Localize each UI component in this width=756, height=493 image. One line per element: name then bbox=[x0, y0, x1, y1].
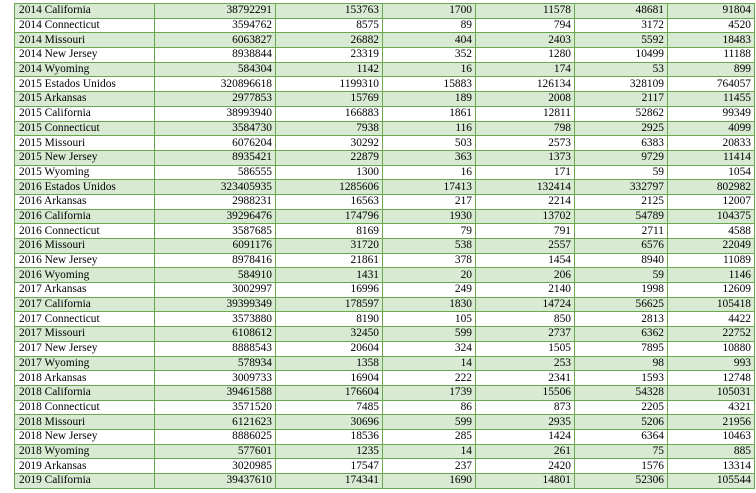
value-cell-col5: 1998 bbox=[575, 283, 668, 298]
value-cell-col4: 791 bbox=[476, 224, 575, 239]
value-cell-col3: 79 bbox=[383, 224, 476, 239]
value-cell-col1: 8938844 bbox=[155, 48, 276, 63]
value-cell-col6: 764057 bbox=[668, 77, 755, 92]
value-cell-col6: 11414 bbox=[668, 150, 755, 165]
value-cell-col4: 14724 bbox=[476, 297, 575, 312]
value-cell-col2: 26882 bbox=[276, 33, 383, 48]
table-row bbox=[15, 474, 755, 489]
value-cell-col2: 1431 bbox=[276, 268, 383, 283]
value-cell-col5: 5592 bbox=[575, 33, 668, 48]
value-cell-col6: 12609 bbox=[668, 283, 755, 298]
value-cell-col2: 22879 bbox=[276, 150, 383, 165]
value-cell-col6: 993 bbox=[668, 356, 755, 371]
value-cell-col4: 14801 bbox=[476, 474, 575, 489]
value-cell-col6: 899 bbox=[668, 62, 755, 77]
value-cell-col1: 6108612 bbox=[155, 327, 276, 342]
row-label-cell: 2018 California bbox=[15, 385, 155, 400]
value-cell-col2: 174796 bbox=[276, 209, 383, 224]
value-cell-col3: 86 bbox=[383, 400, 476, 415]
value-cell-col2: 8575 bbox=[276, 18, 383, 33]
value-cell-col6: 10463 bbox=[668, 429, 755, 444]
value-cell-col2: 166883 bbox=[276, 106, 383, 121]
value-cell-col2: 16904 bbox=[276, 371, 383, 386]
value-cell-col2: 1142 bbox=[276, 62, 383, 77]
value-cell-col1: 584910 bbox=[155, 268, 276, 283]
value-cell-col2: 174341 bbox=[276, 474, 383, 489]
value-cell-col3: 1690 bbox=[383, 474, 476, 489]
value-cell-col6: 12007 bbox=[668, 194, 755, 209]
value-cell-col5: 6576 bbox=[575, 239, 668, 254]
value-cell-col5: 2205 bbox=[575, 400, 668, 415]
row-label-cell: 2018 Arkansas bbox=[15, 371, 155, 386]
value-cell-col6: 104375 bbox=[668, 209, 755, 224]
value-cell-col4: 2557 bbox=[476, 239, 575, 254]
value-cell-col3: 599 bbox=[383, 327, 476, 342]
table-row bbox=[15, 4, 755, 19]
value-cell-col2: 1199310 bbox=[276, 77, 383, 92]
row-label-cell: 2017 New Jersey bbox=[15, 341, 155, 356]
value-cell-col5: 54789 bbox=[575, 209, 668, 224]
table-row bbox=[15, 77, 755, 92]
value-cell-col5: 332797 bbox=[575, 180, 668, 195]
value-cell-col3: 89 bbox=[383, 18, 476, 33]
row-label-cell: 2019 California bbox=[15, 474, 155, 489]
value-cell-col2: 20604 bbox=[276, 341, 383, 356]
value-cell-col3: 222 bbox=[383, 371, 476, 386]
value-cell-col4: 261 bbox=[476, 444, 575, 459]
value-cell-col4: 2341 bbox=[476, 371, 575, 386]
value-cell-col3: 16 bbox=[383, 165, 476, 180]
value-cell-col4: 13702 bbox=[476, 209, 575, 224]
value-cell-col6: 4520 bbox=[668, 18, 755, 33]
value-cell-col4: 206 bbox=[476, 268, 575, 283]
table-row bbox=[15, 459, 755, 474]
value-cell-col1: 8978416 bbox=[155, 253, 276, 268]
value-cell-col6: 105544 bbox=[668, 474, 755, 489]
value-cell-col5: 5206 bbox=[575, 415, 668, 430]
value-cell-col4: 794 bbox=[476, 18, 575, 33]
value-cell-col2: 8169 bbox=[276, 224, 383, 239]
value-cell-col6: 18483 bbox=[668, 33, 755, 48]
row-label-cell: 2018 New Jersey bbox=[15, 429, 155, 444]
value-cell-col1: 8886025 bbox=[155, 429, 276, 444]
value-cell-col4: 11578 bbox=[476, 4, 575, 19]
value-cell-col3: 16 bbox=[383, 62, 476, 77]
value-cell-col2: 30696 bbox=[276, 415, 383, 430]
value-cell-col5: 52862 bbox=[575, 106, 668, 121]
value-cell-col1: 578934 bbox=[155, 356, 276, 371]
table-row bbox=[15, 194, 755, 209]
value-cell-col6: 99349 bbox=[668, 106, 755, 121]
value-cell-col5: 2117 bbox=[575, 92, 668, 107]
value-cell-col1: 3594762 bbox=[155, 18, 276, 33]
value-cell-col4: 850 bbox=[476, 312, 575, 327]
value-cell-col5: 48681 bbox=[575, 4, 668, 19]
value-cell-col6: 1146 bbox=[668, 268, 755, 283]
value-cell-col1: 39461588 bbox=[155, 385, 276, 400]
value-cell-col2: 16563 bbox=[276, 194, 383, 209]
value-cell-col2: 8190 bbox=[276, 312, 383, 327]
value-cell-col6: 10880 bbox=[668, 341, 755, 356]
row-label-cell: 2014 Missouri bbox=[15, 33, 155, 48]
table-row bbox=[15, 106, 755, 121]
value-cell-col1: 3573880 bbox=[155, 312, 276, 327]
table-row bbox=[15, 385, 755, 400]
value-cell-col3: 105 bbox=[383, 312, 476, 327]
value-cell-col3: 14 bbox=[383, 444, 476, 459]
value-cell-col6: 22049 bbox=[668, 239, 755, 254]
value-cell-col2: 23319 bbox=[276, 48, 383, 63]
value-cell-col6: 20833 bbox=[668, 136, 755, 151]
value-cell-col6: 4321 bbox=[668, 400, 755, 415]
row-label-cell: 2016 Estados Unidos bbox=[15, 180, 155, 195]
value-cell-col4: 174 bbox=[476, 62, 575, 77]
row-label-cell: 2014 New Jersey bbox=[15, 48, 155, 63]
table-row bbox=[15, 48, 755, 63]
value-cell-col6: 11188 bbox=[668, 48, 755, 63]
row-label-cell: 2016 Wyoming bbox=[15, 268, 155, 283]
value-cell-col3: 1861 bbox=[383, 106, 476, 121]
value-cell-col3: 503 bbox=[383, 136, 476, 151]
value-cell-col6: 21956 bbox=[668, 415, 755, 430]
value-cell-col4: 2573 bbox=[476, 136, 575, 151]
value-cell-col1: 3587685 bbox=[155, 224, 276, 239]
table-row bbox=[15, 297, 755, 312]
value-cell-col4: 12811 bbox=[476, 106, 575, 121]
table-body bbox=[15, 4, 755, 489]
value-cell-col3: 237 bbox=[383, 459, 476, 474]
value-cell-col6: 11089 bbox=[668, 253, 755, 268]
row-label-cell: 2017 Arkansas bbox=[15, 283, 155, 298]
value-cell-col2: 1235 bbox=[276, 444, 383, 459]
value-cell-col6: 22752 bbox=[668, 327, 755, 342]
value-cell-col2: 1285606 bbox=[276, 180, 383, 195]
value-cell-col3: 1700 bbox=[383, 4, 476, 19]
table-row bbox=[15, 283, 755, 298]
value-cell-col5: 2711 bbox=[575, 224, 668, 239]
value-cell-col3: 1739 bbox=[383, 385, 476, 400]
value-cell-col1: 2977853 bbox=[155, 92, 276, 107]
value-cell-col1: 8888543 bbox=[155, 341, 276, 356]
table-row bbox=[15, 444, 755, 459]
value-cell-col1: 38792291 bbox=[155, 4, 276, 19]
value-cell-col2: 153763 bbox=[276, 4, 383, 19]
value-cell-col1: 39399349 bbox=[155, 297, 276, 312]
value-cell-col1: 6091176 bbox=[155, 239, 276, 254]
table-row bbox=[15, 341, 755, 356]
row-label-cell: 2015 Wyoming bbox=[15, 165, 155, 180]
row-label-cell: 2015 California bbox=[15, 106, 155, 121]
value-cell-col3: 363 bbox=[383, 150, 476, 165]
row-label-cell: 2017 Connecticut bbox=[15, 312, 155, 327]
value-cell-col4: 2737 bbox=[476, 327, 575, 342]
value-cell-col6: 1054 bbox=[668, 165, 755, 180]
value-cell-col5: 52306 bbox=[575, 474, 668, 489]
value-cell-col5: 3172 bbox=[575, 18, 668, 33]
table-row bbox=[15, 253, 755, 268]
row-label-cell: 2018 Wyoming bbox=[15, 444, 155, 459]
table-row bbox=[15, 18, 755, 33]
table-row bbox=[15, 356, 755, 371]
value-cell-col6: 105031 bbox=[668, 385, 755, 400]
value-cell-col3: 189 bbox=[383, 92, 476, 107]
data-table-container bbox=[14, 3, 754, 489]
row-label-cell: 2014 California bbox=[15, 4, 155, 19]
value-cell-col2: 30292 bbox=[276, 136, 383, 151]
value-cell-col1: 8935421 bbox=[155, 150, 276, 165]
value-cell-col5: 98 bbox=[575, 356, 668, 371]
value-cell-col4: 2935 bbox=[476, 415, 575, 430]
value-cell-col6: 105418 bbox=[668, 297, 755, 312]
value-cell-col5: 2925 bbox=[575, 121, 668, 136]
value-cell-col3: 352 bbox=[383, 48, 476, 63]
value-cell-col2: 18536 bbox=[276, 429, 383, 444]
value-cell-col3: 17413 bbox=[383, 180, 476, 195]
value-cell-col5: 2813 bbox=[575, 312, 668, 327]
row-label-cell: 2017 Missouri bbox=[15, 327, 155, 342]
value-cell-col2: 176604 bbox=[276, 385, 383, 400]
value-cell-col1: 577601 bbox=[155, 444, 276, 459]
value-cell-col1: 6063827 bbox=[155, 33, 276, 48]
value-cell-col4: 1454 bbox=[476, 253, 575, 268]
value-cell-col4: 1505 bbox=[476, 341, 575, 356]
row-label-cell: 2014 Wyoming bbox=[15, 62, 155, 77]
value-cell-col6: 4099 bbox=[668, 121, 755, 136]
table-row bbox=[15, 268, 755, 283]
row-label-cell: 2015 Connecticut bbox=[15, 121, 155, 136]
value-cell-col5: 10499 bbox=[575, 48, 668, 63]
value-cell-col5: 6364 bbox=[575, 429, 668, 444]
value-cell-col6: 13314 bbox=[668, 459, 755, 474]
row-label-cell: 2015 Missouri bbox=[15, 136, 155, 151]
value-cell-col1: 3584730 bbox=[155, 121, 276, 136]
value-cell-col6: 91804 bbox=[668, 4, 755, 19]
table-row bbox=[15, 371, 755, 386]
table-row bbox=[15, 180, 755, 195]
value-cell-col3: 378 bbox=[383, 253, 476, 268]
value-cell-col3: 116 bbox=[383, 121, 476, 136]
value-cell-col1: 38993940 bbox=[155, 106, 276, 121]
value-cell-col4: 15506 bbox=[476, 385, 575, 400]
table-row bbox=[15, 92, 755, 107]
value-cell-col6: 885 bbox=[668, 444, 755, 459]
value-cell-col1: 3020985 bbox=[155, 459, 276, 474]
value-cell-col4: 132414 bbox=[476, 180, 575, 195]
value-cell-col2: 178597 bbox=[276, 297, 383, 312]
value-cell-col2: 7938 bbox=[276, 121, 383, 136]
value-cell-col5: 8940 bbox=[575, 253, 668, 268]
value-cell-col2: 31720 bbox=[276, 239, 383, 254]
data-table bbox=[14, 3, 755, 489]
value-cell-col6: 802982 bbox=[668, 180, 755, 195]
value-cell-col3: 599 bbox=[383, 415, 476, 430]
value-cell-col6: 11455 bbox=[668, 92, 755, 107]
value-cell-col5: 56625 bbox=[575, 297, 668, 312]
table-row bbox=[15, 136, 755, 151]
value-cell-col2: 7485 bbox=[276, 400, 383, 415]
table-row bbox=[15, 312, 755, 327]
value-cell-col3: 20 bbox=[383, 268, 476, 283]
table-row bbox=[15, 429, 755, 444]
value-cell-col1: 2988231 bbox=[155, 194, 276, 209]
value-cell-col6: 4422 bbox=[668, 312, 755, 327]
value-cell-col1: 6076204 bbox=[155, 136, 276, 151]
row-label-cell: 2019 Arkansas bbox=[15, 459, 155, 474]
value-cell-col5: 9729 bbox=[575, 150, 668, 165]
value-cell-col1: 39437610 bbox=[155, 474, 276, 489]
row-label-cell: 2018 Connecticut bbox=[15, 400, 155, 415]
value-cell-col5: 53 bbox=[575, 62, 668, 77]
value-cell-col4: 2214 bbox=[476, 194, 575, 209]
value-cell-col2: 32450 bbox=[276, 327, 383, 342]
value-cell-col4: 2140 bbox=[476, 283, 575, 298]
row-label-cell: 2017 Wyoming bbox=[15, 356, 155, 371]
value-cell-col3: 249 bbox=[383, 283, 476, 298]
value-cell-col4: 1424 bbox=[476, 429, 575, 444]
value-cell-col5: 1576 bbox=[575, 459, 668, 474]
row-label-cell: 2015 Estados Unidos bbox=[15, 77, 155, 92]
value-cell-col2: 1358 bbox=[276, 356, 383, 371]
value-cell-col4: 126134 bbox=[476, 77, 575, 92]
row-label-cell: 2016 Connecticut bbox=[15, 224, 155, 239]
value-cell-col3: 404 bbox=[383, 33, 476, 48]
table-row bbox=[15, 400, 755, 415]
value-cell-col2: 1300 bbox=[276, 165, 383, 180]
value-cell-col2: 16996 bbox=[276, 283, 383, 298]
value-cell-col5: 1593 bbox=[575, 371, 668, 386]
value-cell-col5: 6383 bbox=[575, 136, 668, 151]
value-cell-col1: 323405935 bbox=[155, 180, 276, 195]
value-cell-col3: 14 bbox=[383, 356, 476, 371]
value-cell-col4: 873 bbox=[476, 400, 575, 415]
value-cell-col3: 15883 bbox=[383, 77, 476, 92]
value-cell-col3: 324 bbox=[383, 341, 476, 356]
value-cell-col4: 2008 bbox=[476, 92, 575, 107]
value-cell-col5: 6362 bbox=[575, 327, 668, 342]
value-cell-col3: 217 bbox=[383, 194, 476, 209]
table-row bbox=[15, 224, 755, 239]
table-row bbox=[15, 327, 755, 342]
value-cell-col6: 4588 bbox=[668, 224, 755, 239]
table-row bbox=[15, 62, 755, 77]
value-cell-col5: 75 bbox=[575, 444, 668, 459]
value-cell-col4: 2403 bbox=[476, 33, 575, 48]
value-cell-col4: 798 bbox=[476, 121, 575, 136]
value-cell-col1: 586555 bbox=[155, 165, 276, 180]
value-cell-col5: 2125 bbox=[575, 194, 668, 209]
value-cell-col6: 12748 bbox=[668, 371, 755, 386]
value-cell-col5: 7895 bbox=[575, 341, 668, 356]
value-cell-col3: 1930 bbox=[383, 209, 476, 224]
row-label-cell: 2016 Missouri bbox=[15, 239, 155, 254]
value-cell-col4: 2420 bbox=[476, 459, 575, 474]
table-row bbox=[15, 33, 755, 48]
value-cell-col5: 59 bbox=[575, 165, 668, 180]
row-label-cell: 2016 New Jersey bbox=[15, 253, 155, 268]
row-label-cell: 2015 New Jersey bbox=[15, 150, 155, 165]
table-row bbox=[15, 121, 755, 136]
value-cell-col3: 1830 bbox=[383, 297, 476, 312]
row-label-cell: 2014 Connecticut bbox=[15, 18, 155, 33]
row-label-cell: 2016 Arkansas bbox=[15, 194, 155, 209]
value-cell-col3: 285 bbox=[383, 429, 476, 444]
table-row bbox=[15, 209, 755, 224]
value-cell-col1: 320896618 bbox=[155, 77, 276, 92]
value-cell-col5: 59 bbox=[575, 268, 668, 283]
value-cell-col4: 1280 bbox=[476, 48, 575, 63]
value-cell-col1: 3571520 bbox=[155, 400, 276, 415]
value-cell-col4: 171 bbox=[476, 165, 575, 180]
row-label-cell: 2016 California bbox=[15, 209, 155, 224]
value-cell-col2: 17547 bbox=[276, 459, 383, 474]
value-cell-col1: 39296476 bbox=[155, 209, 276, 224]
row-label-cell: 2017 California bbox=[15, 297, 155, 312]
value-cell-col1: 584304 bbox=[155, 62, 276, 77]
row-label-cell: 2018 Missouri bbox=[15, 415, 155, 430]
value-cell-col1: 3002997 bbox=[155, 283, 276, 298]
table-row bbox=[15, 239, 755, 254]
table-row bbox=[15, 150, 755, 165]
value-cell-col1: 6121623 bbox=[155, 415, 276, 430]
value-cell-col4: 253 bbox=[476, 356, 575, 371]
value-cell-col2: 21861 bbox=[276, 253, 383, 268]
value-cell-col1: 3009733 bbox=[155, 371, 276, 386]
value-cell-col3: 538 bbox=[383, 239, 476, 254]
value-cell-col4: 1373 bbox=[476, 150, 575, 165]
value-cell-col5: 328109 bbox=[575, 77, 668, 92]
table-row bbox=[15, 415, 755, 430]
row-label-cell: 2015 Arkansas bbox=[15, 92, 155, 107]
table-row bbox=[15, 165, 755, 180]
value-cell-col5: 54328 bbox=[575, 385, 668, 400]
value-cell-col2: 15769 bbox=[276, 92, 383, 107]
